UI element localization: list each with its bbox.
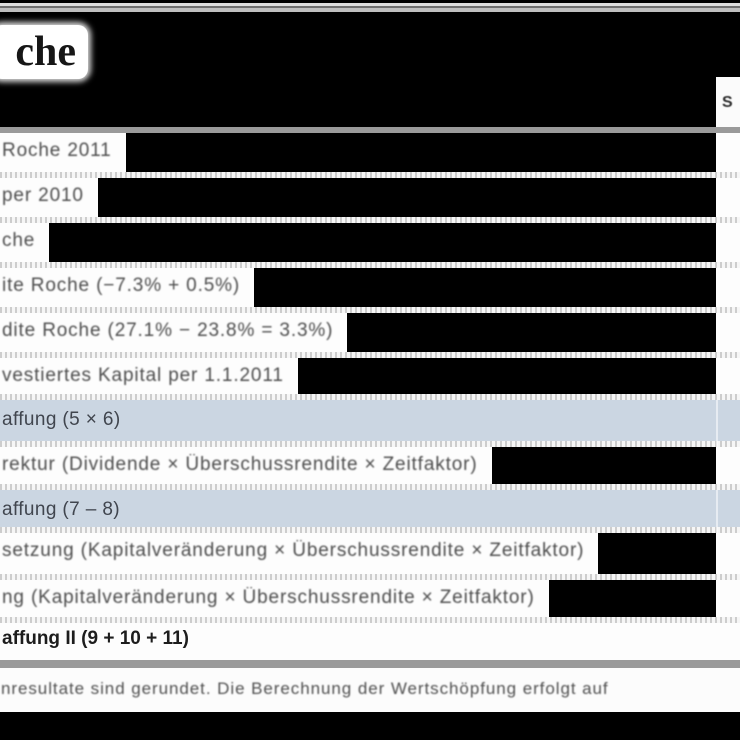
table-row <box>0 533 740 580</box>
footnote <box>0 668 740 712</box>
row-label: Roche 2011 <box>2 140 112 161</box>
row-label: dite Roche (27.1% − 23.8% = 3.3%) <box>2 320 334 341</box>
redacted-value-bar <box>298 358 716 394</box>
row-label: affung (7 – 8) <box>2 499 120 520</box>
page-title-fragment: che <box>15 29 76 75</box>
redacted-value-bar <box>549 580 716 617</box>
table-row <box>0 580 740 623</box>
table-row <box>0 223 740 268</box>
row-label: setzung (Kapitalveränderung × Überschussrendite × Zeitfaktor) <box>2 540 585 561</box>
row-label: affung II (9 + 10 + 11) <box>2 628 189 649</box>
row-label: ng (Kapitalveränderung × Überschussrendite × Zeitfaktor) <box>2 587 535 608</box>
table-row <box>0 358 740 400</box>
row-label: rektur (Dividende × Überschussrendite × Zeitfaktor) <box>2 454 478 475</box>
row-label: per 2010 <box>2 185 84 206</box>
top-double-rule <box>0 3 740 12</box>
redacted-value-bar <box>347 313 716 352</box>
redacted-value-bar <box>49 223 716 262</box>
table-body <box>0 133 740 660</box>
table-row <box>0 447 740 490</box>
table-row <box>0 490 740 533</box>
redacted-value-bar <box>98 178 716 217</box>
redacted-value-bar <box>492 447 716 484</box>
row-label: ite Roche (−7.3% + 0.5%) <box>2 275 241 296</box>
footnote-text: nresultate sind gerundet. Die Berechnung der Wertschöpfung erfolgt auf <box>1 679 609 698</box>
table-row <box>0 400 740 447</box>
value-column-header-fragment: S <box>722 94 733 111</box>
row-label: affung (5 × 6) <box>2 409 121 430</box>
table-row <box>0 623 740 660</box>
table-row <box>0 313 740 358</box>
row-label: che <box>2 230 36 251</box>
redacted-value-bar <box>598 533 716 574</box>
title-patch <box>0 25 88 79</box>
table-row <box>0 268 740 313</box>
table-row <box>0 178 740 223</box>
table-bottom-border <box>0 660 740 668</box>
table-row <box>0 133 740 178</box>
row-label: vestiertes Kapital per 1.1.2011 <box>2 365 284 386</box>
redacted-value-bar <box>126 133 716 172</box>
redacted-value-bar <box>254 268 716 307</box>
